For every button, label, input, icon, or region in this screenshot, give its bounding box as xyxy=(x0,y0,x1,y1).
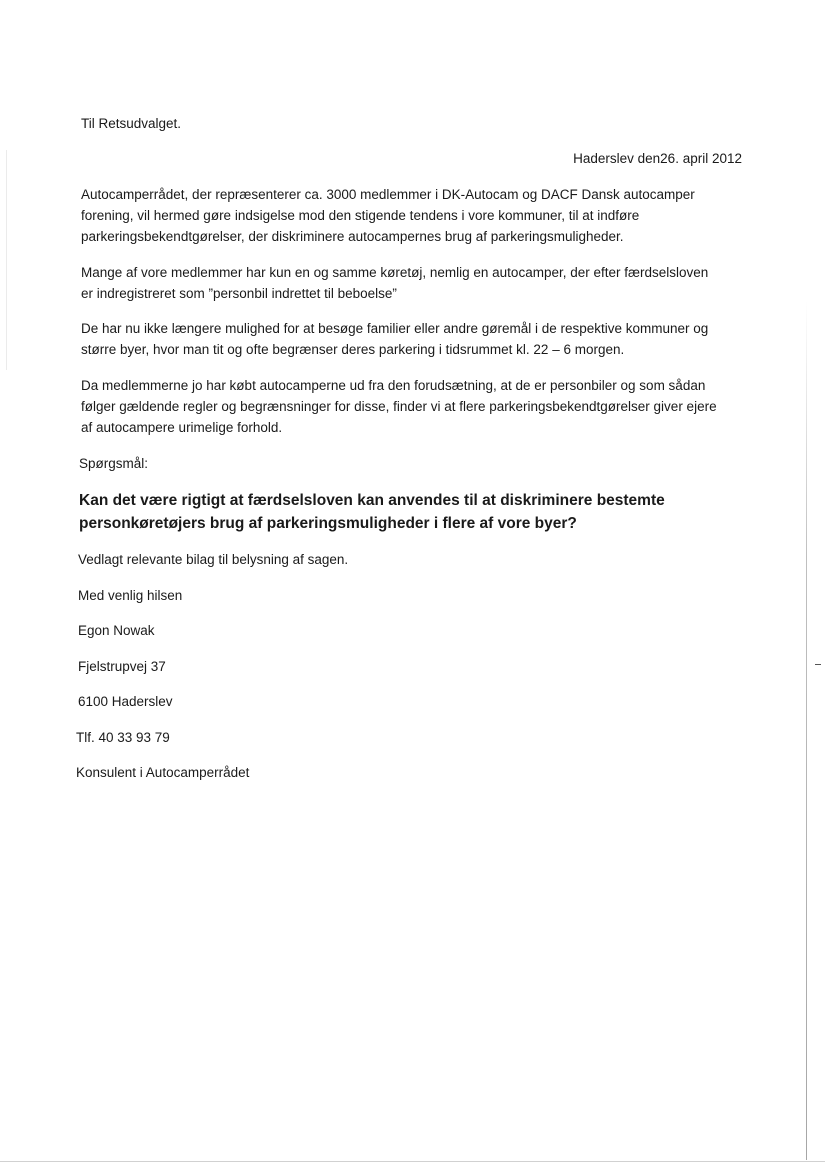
paragraph-line: parkeringsbekendtgørelser, der diskriminere autocampernes brug af parkeringsmuligheder. xyxy=(81,229,624,244)
paragraph-members xyxy=(81,262,751,304)
closing-line: Med venlig hilsen xyxy=(78,588,183,603)
paragraph-line: er indregistreret som ”personbil indrettet til beboelse” xyxy=(81,286,397,301)
paragraph-argument xyxy=(81,375,751,438)
paragraph-line: Da medlemmerne jo har købt autocamperne ud fra den forudsætning, at de er personbiler og som sådan xyxy=(81,378,706,393)
scan-tick-mark xyxy=(815,664,821,665)
scan-edge-bottom xyxy=(0,1161,825,1162)
attachment-note: Vedlagt relevante bilag til belysning af sagen. xyxy=(78,552,349,567)
paragraph-line: Mange af vore medlemmer har kun en og samme køretøj, nemlig en autocamper, der efter færdselsloven xyxy=(81,265,709,280)
place-date-line: Haderslev den26. april 2012 xyxy=(573,151,742,166)
paragraph-line: følger gældende regler og begrænsninger for disse, finder vi at flere parkeringsbekendtgørelser giver ejere xyxy=(81,399,717,414)
recipient-line: Til Retsudvalget. xyxy=(81,116,182,131)
paragraph-intro xyxy=(81,184,751,247)
paragraph-line: af autocampere urimelige forhold. xyxy=(81,420,283,435)
paragraph-line: større byer, hvor man tit og ofte begrænser deres parkering i tidsrummet kl. 22 – 6 morgen. xyxy=(81,342,625,357)
question-line: personkøretøjers brug af parkeringsmuligheder i flere af vore byer? xyxy=(79,515,577,532)
signature-name: Egon Nowak xyxy=(78,623,155,638)
signature-city: 6100 Haderslev xyxy=(78,694,173,709)
signature-street: Fjelstrupvej 37 xyxy=(78,659,166,674)
signature-phone: Tlf. 40 33 93 79 xyxy=(76,730,170,745)
signature-title: Konsulent i Autocamperrådet xyxy=(76,765,250,780)
scan-edge-right xyxy=(806,300,807,1160)
paragraph-restrictions xyxy=(81,318,751,360)
scan-edge-left xyxy=(6,150,7,370)
paragraph-line: forening, vil hermed gøre indsigelse mod den stigende tendens i vore kommuner, til at indføre xyxy=(81,208,640,223)
question-line: Kan det være rigtigt at færdselsloven kan anvendes til at diskriminere bestemte xyxy=(79,492,665,509)
paragraph-line: De har nu ikke længere mulighed for at besøge familier eller andre gøremål i de respektive kommuner og xyxy=(81,321,709,336)
question-text xyxy=(79,489,665,535)
paragraph-line: Autocamperrådet, der repræsenterer ca. 3000 medlemmer i DK-Autocam og DACF Dansk autocamper xyxy=(81,187,695,202)
question-label: Spørgsmål: xyxy=(79,456,149,471)
